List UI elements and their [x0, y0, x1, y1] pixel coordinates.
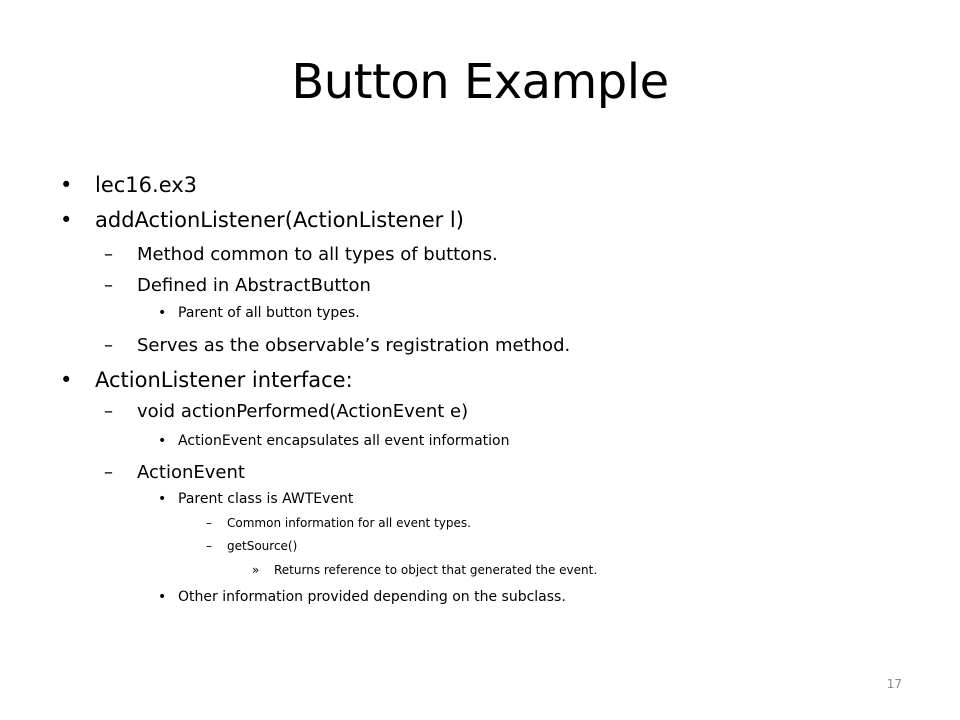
- bullet-marker: •: [60, 173, 73, 197]
- bullet-text-level-2: void actionPerformed(ActionEvent e): [137, 401, 469, 422]
- bullet-text-level-1: addActionListener(ActionListener l): [95, 208, 464, 232]
- bullet-text-level-3: Other information provided depending on the subclass.: [178, 589, 566, 605]
- bullet-marker: –: [206, 516, 212, 530]
- bullet-text-level-3: ActionEvent encapsulates all event information: [178, 433, 510, 449]
- bullet-text-level-2: Defined in AbstractButton: [137, 275, 371, 296]
- bullet-marker: –: [206, 539, 212, 553]
- bullet-marker: •: [60, 208, 73, 232]
- slide-title: Button Example: [291, 54, 669, 110]
- bullet-marker: »: [252, 563, 260, 577]
- bullet-text-level-1: ActionListener interface:: [95, 368, 353, 392]
- page-number: 17: [886, 677, 902, 691]
- bullet-text-level-2: Method common to all types of buttons.: [137, 244, 498, 265]
- bullet-marker: –: [104, 462, 113, 483]
- bullet-text-level-4: getSource(): [227, 539, 298, 553]
- bullet-marker: •: [60, 368, 73, 392]
- bullet-marker: •: [158, 433, 167, 449]
- bullet-text-level-1: lec16.ex3: [95, 173, 198, 197]
- bullet-marker: –: [104, 401, 113, 422]
- bullet-text-level-3: Parent class is AWTEvent: [178, 491, 354, 507]
- bullet-marker: •: [158, 589, 167, 605]
- bullet-text-level-4: Common information for all event types.: [227, 516, 471, 530]
- bullet-marker: •: [158, 305, 167, 321]
- bullet-text-level-5: Returns reference to object that generated the event.: [274, 563, 598, 577]
- bullet-marker: –: [104, 244, 113, 265]
- bullet-marker: –: [104, 275, 113, 296]
- bullet-marker: •: [158, 491, 167, 507]
- bullet-text-level-2: Serves as the observable’s registration method.: [137, 335, 571, 356]
- bullet-text-level-3: Parent of all button types.: [178, 305, 360, 321]
- bullet-marker: –: [104, 335, 113, 356]
- bullet-text-level-2: ActionEvent: [137, 462, 245, 483]
